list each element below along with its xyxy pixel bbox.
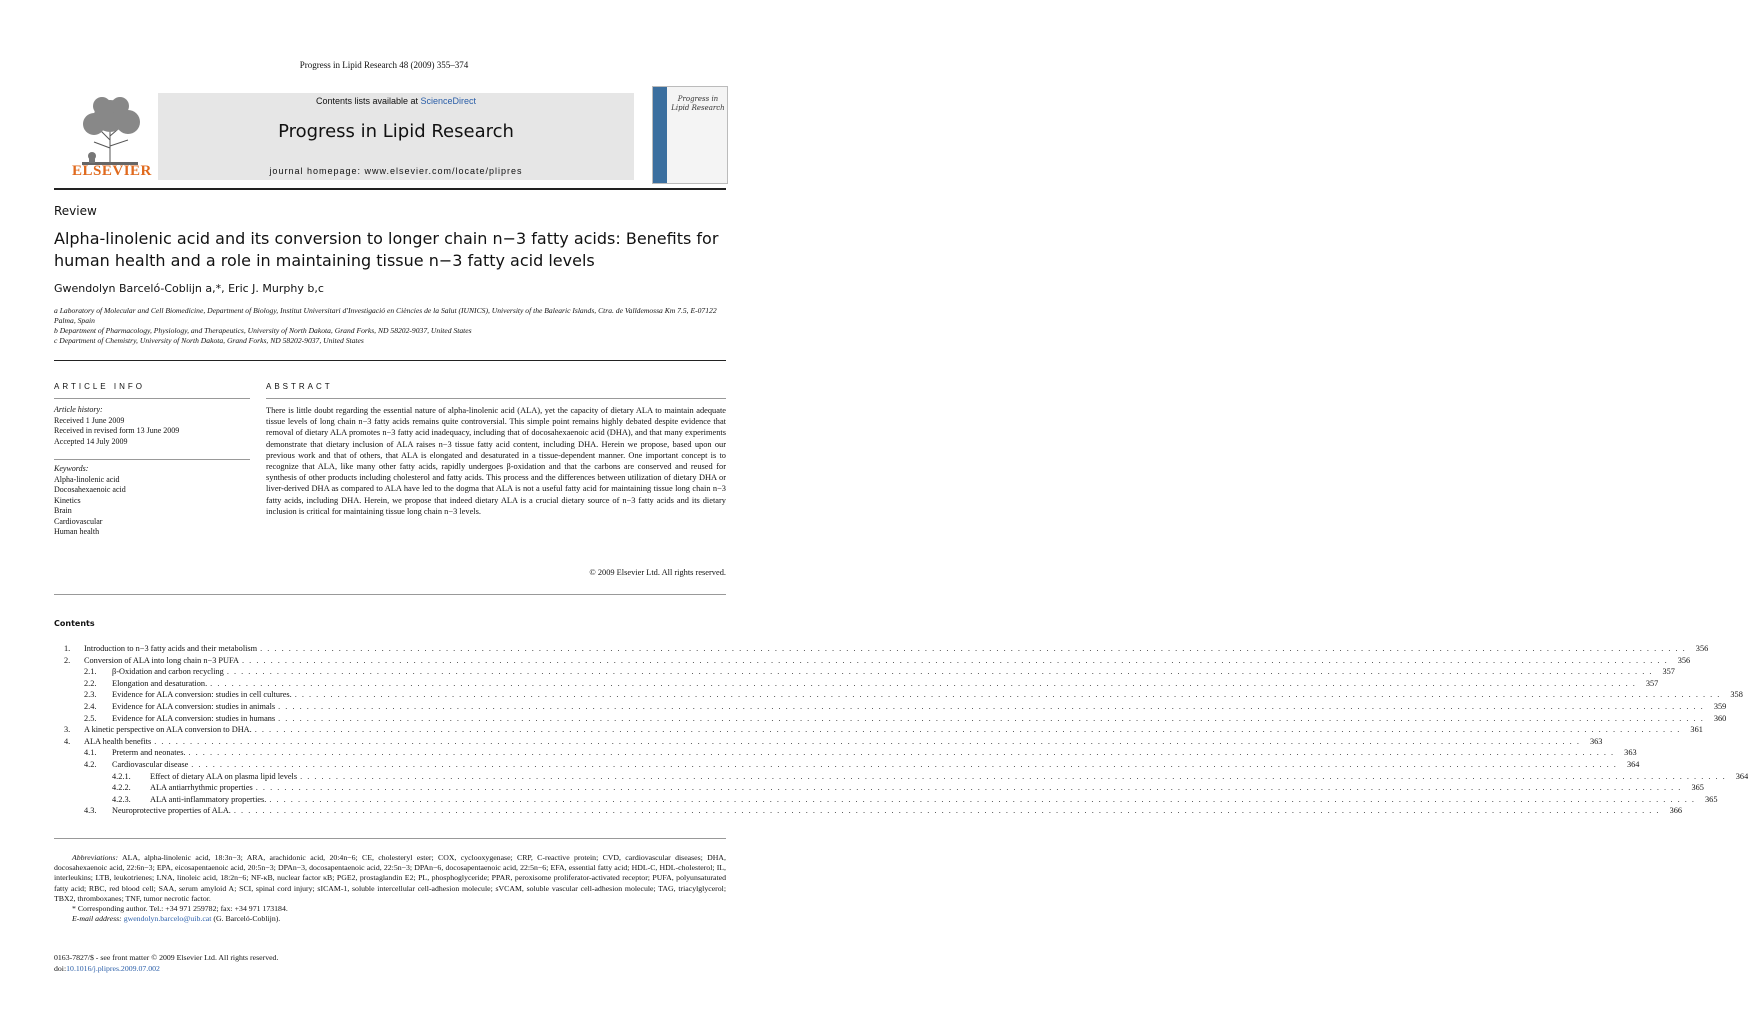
cover-strip [653,87,667,183]
history-label: Article history: [54,405,103,414]
abbreviations-footnote [54,853,726,904]
article-info [54,405,250,538]
toc-leader-dots: . . . . . . . . . . . . . . . . . . . . . . . . . . . . . . . . . . . . . . . . . . . . . . . . . . . . . . . . . . . . . . . . . . . . . . . . . . . . . . . . . . . . . . . . . . . . . . . . . . . . . . . . . . . . . . . . . . . . . . . . . . . . . . . . . . . . . . . . . . . . . . . . . . . . . . . . . . . . . . . . . . . . . . . . . . . . . . . . . . . . . . . . . . . . . . . . . . . . . . . . [242,655,1669,665]
toc-label: β-Oxidation and carbon recycling [112,666,227,678]
toc-entry[interactable] [54,736,1603,748]
toc-page: 357 [1662,667,1675,677]
toc-entry[interactable] [54,794,1718,806]
toc-page: 360 [1713,713,1727,723]
toc-leader-dots: . . . . . . . . . . . . . . . . . . . . . . . . . . . . . . . . . . . . . . . . . . . . . . . . . . . . . . . . . . . . . . . . . . . . . . . . . . . . . . . . . . . . . . . . . . . . . . . . . . . . . . . . . . . . . . . . . . . . . . . . . . . . . . . . . . . . . . . . . . . . . . . . . . . . . . . . . . . . . . . . . . . . . . . . . . . . . . . . . . . . . . . . . . . . . . . . . . . . . . . . [210,678,1637,688]
keyword: Docosahexaenoic acid [54,485,126,494]
toc-page: 363 [1624,748,1637,758]
sciencedirect-link[interactable]: ScienceDirect [420,96,477,106]
article-info-heading: ARTICLE INFO [54,382,145,391]
toc-label: Preterm and neonates. [112,747,189,759]
toc-number: 4.2.1. [112,771,131,781]
toc-label: A kinetic perspective on ALA conversion to DHA. [84,724,255,736]
section-rule [54,360,726,361]
article-info-rule [54,398,250,399]
keyword: Cardiovascular [54,516,103,526]
toc-leader-dots: . . . . . . . . . . . . . . . . . . . . . . . . . . . . . . . . . . . . . . . . . . . . . . . . . . . . . . . . . . . . . . . . . . . . . . . . . . . . . . . . . . . . . . . . . . . . . . . . . . . . . . . . . . . . . . . . . . . . . . . . . . . . . . . . . . . . . . . . . . . . . . . . . . . . . . . . . . . . . . . . . . . . . . . . . . . . . . . . . . . . . . . . . . . . . . . . . . . . . . . . [154,736,1581,746]
table-of-contents [54,643,1748,817]
keyword: Brain [54,506,72,515]
toc-number: 2.3. [84,690,97,700]
email-line [54,914,726,924]
history-item: Received 1 June 2009 [54,415,125,425]
abbreviations-text: ALA, alpha-linolenic acid, 18:3n−3; ARA, arachidonic acid, 20:4n−6; CE, cholesteryl ester; COX, cyclooxygenase; CRP, C-reactive protein; CVD, cardiovascular diseases; DHA, docosahexaenoic acid, 22:6n−3; EPA, eicosapentaenoic acid, 20:5n−3; DPAn−3, docosapentaenoic acid, 22:5n−3; DPAn−6, docosapentaenoic acid, 22:5n−6; EFA, essential fatty acid; HDL-C, HDL-cholesterol; IL, interleukins; LTB, leukotrienes; LNA, linoleic acid, 18:2n−6; NF-κB, nuclear factor κB; PGE2, prostaglandin E2; PL, phosphoglyceride; PPAR, peroxisome proliferator-activated receptor; PUFA, polyunsaturated fatty acid; RBC, red blood cell; SAA, serum amyloid A; SCI, spinal cord injury; sICAM-1, soluble intercellular cell-adhesion molecule; sVCAM, soluble vascular cell-adhesion molecule; TAG, triacylglycerol; TBX2, thromboxanes; TNF, tumor necrotic factor. [54,853,726,903]
toc-page: 359 [1713,701,1727,711]
toc-page: 366 [1669,806,1683,816]
toc-page: 356 [1677,655,1691,665]
toc-label: Effect of dietary ALA on plasma lipid levels [150,771,300,783]
affiliation-b: b Department of Pharmacology, Physiology, and Therapeutics, University of North Dakota, Grand Forks, ND 58202-9037, United States [54,326,472,335]
toc-leader-dots: . . . . . . . . . . . . . . . . . . . . . . . . . . . . . . . . . . . . . . . . . . . . . . . . . . . . . . . . . . . . . . . . . . . . . . . . . . . . . . . . . . . . . . . . . . . . . . . . . . . . . . . . . . . . . . . . . . . . . . . . . . . . . . . . . . . . . . . . . . . . . . . . . . . . . . . . . . . . . . . . . . . . . . . . . . . . . . . . . . . . . . . . . . . . . . . . . . . . . . . . [269,794,1696,804]
issn-line: 0163-7827/$ - see front matter © 2009 Elsevier Ltd. All rights reserved. [54,953,279,962]
toc-leader-dots: . . . . . . . . . . . . . . . . . . . . . . . . . . . . . . . . . . . . . . . . . . . . . . . . . . . . . . . . . . . . . . . . . . . . . . . . . . . . . . . . . . . . . . . . . . . . . . . . . . . . . . . . . . . . . . . . . . . . . . . . . . . . . . . . . . . . . . . . . . . . . . . . . . . . . . . . . . . . . . . . . . . . . . . . . . . . . . . . . . . . . . . . . . . . . . . . . . . . . . . . [278,713,1705,723]
toc-page: 363 [1589,736,1603,746]
toc-page: 357 [1645,678,1659,688]
toc-number: 4. [64,736,71,746]
toc-entry[interactable] [54,805,1683,817]
footnotes [54,853,726,924]
toc-number: 4.1. [84,748,97,758]
toc-page: 365 [1705,794,1718,804]
contents-rule [54,594,726,595]
abstract-rule [266,398,726,399]
toc-entry[interactable] [54,782,1704,794]
toc-entry[interactable] [54,747,1637,759]
toc-leader-dots: . . . . . . . . . . . . . . . . . . . . . . . . . . . . . . . . . . . . . . . . . . . . . . . . . . . . . . . . . . . . . . . . . . . . . . . . . . . . . . . . . . . . . . . . . . . . . . . . . . . . . . . . . . . . . . . . . . . . . . . . . . . . . . . . . . . . . . . . . . . . . . . . . . . . . . . . . . . . . . . . . . . . . . . . . . . . . . . . . . . . . . . . . . . . . . . . . . . . . . . . [294,690,1721,700]
bottom-info [54,953,278,974]
elsevier-wordmark: ELSEVIER [72,163,152,179]
toc-label: Introduction to n−3 fatty acids and their metabolism [84,643,260,655]
toc-page: 358 [1730,690,1743,700]
history-item: Accepted 14 July 2009 [54,436,128,446]
toc-entry[interactable] [54,643,1709,655]
toc-leader-dots: . . . . . . . . . . . . . . . . . . . . . . . . . . . . . . . . . . . . . . . . . . . . . . . . . . . . . . . . . . . . . . . . . . . . . . . . . . . . . . . . . . . . . . . . . . . . . . . . . . . . . . . . . . . . . . . . . . . . . . . . . . . . . . . . . . . . . . . . . . . . . . . . . . . . . . . . . . . . . . . . . . . . . . . . . . . . . . . . . . . . . . . . . . . . . . . . . . . . . . . . [254,725,1681,735]
corresponding-author: * Corresponding author. Tel.: +34 971 259782; fax: +34 971 173184. [72,904,288,914]
toc-entry[interactable] [54,655,1691,667]
abstract-copyright: © 2009 Elsevier Ltd. All rights reserved. [589,568,726,577]
toc-label: Neuroprotective properties of ALA. [112,805,234,817]
email-suffix: (G. Barceló-Coblijn). [211,914,281,924]
toc-label: Elongation and desaturation. [112,678,210,690]
toc-entry[interactable] [54,666,1675,678]
article-title: Alpha-linolenic acid and its conversion to longer chain n−3 fatty acids: Benefits for human health and a role in maintaining tissue n−3 fatty acid levels [54,229,719,270]
toc-number: 4.2.3. [112,794,131,804]
contents-bottom-rule [54,838,726,839]
toc-leader-dots: . . . . . . . . . . . . . . . . . . . . . . . . . . . . . . . . . . . . . . . . . . . . . . . . . . . . . . . . . . . . . . . . . . . . . . . . . . . . . . . . . . . . . . . . . . . . . . . . . . . . . . . . . . . . . . . . . . . . . . . . . . . . . . . . . . . . . . . . . . . . . . . . . . . . . . . . . . . . . . . . . . . . . . . . . . . . . . . . . . . . . . . . . . . . . . . . . . . . . . . . [188,748,1615,758]
abstract-text: There is little doubt regarding the essential nature of alpha-linolenic acid (ALA), yet the capacity of dietary ALA to maintain adequate tissue levels of long chain n−3 fatty acids remains quite controversial. This simple point remains highly debated despite evidence that removal of dietary ALA promotes n−3 fatty acid inadequacy, including that of docosahexaenoic acid (DHA), and that many experiments demonstrate that dietary inclusion of ALA raises n−3 tissue fatty acid content, including DHA. Herein we propose, based upon our previous work and that of others, that ALA is elongated and desaturated in a tissue-dependent manner. One important concept is to recognize that ALA, like many other fatty acids, rapidly undergoes β-oxidation and that the carbons are conserved and reused for synthesis of other products including cholesterol and fatty acids. This process and the differences between utilization of dietary DHA or liver-derived DHA as compared to ALA have led to the dogma that ALA is not a useful fatty acid for maintaining tissue long chain n−3 fatty acids, including DHA. Herein, we propose that indeed dietary ALA is a crucial dietary source of n−3 fatty acids and its dietary inclusion is critical for maintaining tissue long chain n−3 levels. [266,406,726,516]
contents-heading: Contents [54,619,95,628]
toc-number: 2.4. [84,701,97,711]
toc-label: Evidence for ALA conversion: studies in cell cultures. [112,689,295,701]
toc-label: ALA health benefits [84,736,154,748]
keyword: Alpha-linolenic acid [54,474,120,484]
toc-entry[interactable] [54,689,1743,701]
journal-homepage[interactable]: journal homepage: www.elsevier.com/locate/plipres [269,166,523,176]
toc-entry[interactable] [54,759,1640,771]
toc-number: 4.3. [84,806,97,816]
toc-number: 4.2. [84,759,97,769]
toc-number: 2.1. [84,667,97,677]
email-label: E-mail address: [72,914,124,924]
toc-entry[interactable] [54,713,1727,725]
contents-available-line [158,96,634,106]
toc-leader-dots: . . . . . . . . . . . . . . . . . . . . . . . . . . . . . . . . . . . . . . . . . . . . . . . . . . . . . . . . . . . . . . . . . . . . . . . . . . . . . . . . . . . . . . . . . . . . . . . . . . . . . . . . . . . . . . . . . . . . . . . . . . . . . . . . . . . . . . . . . . . . . . . . . . . . . . . . . . . . . . . . . . . . . . . . . . . . . . . . . . . . . . . . . . . . . . . . . . . . . . . . [300,771,1727,781]
toc-page: 356 [1695,644,1709,653]
toc-page: 365 [1691,783,1704,793]
toc-label: ALA anti-inflammatory properties. [150,794,269,806]
journal-cover-thumbnail [652,86,728,184]
toc-page: 364 [1626,759,1640,769]
keyword: Kinetics [54,495,81,505]
toc-label: Conversion of ALA into long chain n−3 PUFA [84,655,242,667]
keyword: Human health [54,527,100,536]
history-item: Received in revised form 13 June 2009 [54,426,180,435]
affiliations [54,306,726,346]
toc-entry[interactable] [54,678,1659,690]
toc-entry[interactable] [54,771,1748,783]
keywords-label: Keywords: [54,464,89,473]
abstract-heading: ABSTRACT [266,382,333,391]
cover-title: Progress in Lipid Research [671,95,725,112]
toc-label: Evidence for ALA conversion: studies in humans [112,713,278,725]
toc-leader-dots: . . . . . . . . . . . . . . . . . . . . . . . . . . . . . . . . . . . . . . . . . . . . . . . . . . . . . . . . . . . . . . . . . . . . . . . . . . . . . . . . . . . . . . . . . . . . . . . . . . . . . . . . . . . . . . . . . . . . . . . . . . . . . . . . . . . . . . . . . . . . . . . . . . . . . . . . . . . . . . . . . . . . . . . . . . . . . . . . . . . . . . . . . . . . . . . . . . . . . . . . [278,701,1705,711]
toc-leader-dots: . . . . . . . . . . . . . . . . . . . . . . . . . . . . . . . . . . . . . . . . . . . . . . . . . . . . . . . . . . . . . . . . . . . . . . . . . . . . . . . . . . . . . . . . . . . . . . . . . . . . . . . . . . . . . . . . . . . . . . . . . . . . . . . . . . . . . . . . . . . . . . . . . . . . . . . . . . . . . . . . . . . . . . . . . . . . . . . . . . . . . . . . . . . . . . . . . . . . . . . . [233,806,1661,816]
toc-label: Evidence for ALA conversion: studies in animals [112,701,278,713]
toc-number: 2. [64,655,71,665]
doi-line [54,964,278,975]
journal-citation: Progress in Lipid Research 48 (2009) 355–374 [299,60,469,70]
affiliation-a: a Laboratory of Molecular and Cell Biomedicine, Department of Biology, Institut Universitari d'Investigació en Ciències de la Salut (IUNICS), University of the Balearic Islands, Ctra. de Valldemossa Km 7.5, E-07122 Palma, Spain [54,306,717,325]
toc-number: 1. [64,644,71,653]
toc-page: 361 [1690,725,1703,735]
toc-entry[interactable] [54,701,1727,713]
article-type: Review [54,204,97,218]
affiliation-c: c Department of Chemistry, University of North Dakota, Grand Forks, ND 58202-9037, United States [54,336,364,345]
toc-leader-dots: . . . . . . . . . . . . . . . . . . . . . . . . . . . . . . . . . . . . . . . . . . . . . . . . . . . . . . . . . . . . . . . . . . . . . . . . . . . . . . . . . . . . . . . . . . . . . . . . . . . . . . . . . . . . . . . . . . . . . . . . . . . . . . . . . . . . . . . . . . . . . . . . . . . . . . . . . . . . . . . . . . . . . . . . . . . . . . . . . . . . . . . . . . . . . . . . . . . . . . . . [191,759,1618,769]
email-link[interactable]: gwendolyn.barcelo@uib.cat [123,914,212,924]
toc-label: Cardiovascular disease [112,759,191,771]
doi-link[interactable]: 10.1016/j.plipres.2009.07.002 [66,963,160,973]
toc-leader-dots: . . . . . . . . . . . . . . . . . . . . . . . . . . . . . . . . . . . . . . . . . . . . . . . . . . . . . . . . . . . . . . . . . . . . . . . . . . . . . . . . . . . . . . . . . . . . . . . . . . . . . . . . . . . . . . . . . . . . . . . . . . . . . . . . . . . . . . . . . . . . . . . . . . . . . . . . . . . . . . . . . . . . . . . . . . . . . . . . . . . . . . . . . . . . . . . . . . . . . . . . [260,644,1687,653]
toc-entry[interactable] [54,724,1703,736]
toc-number: 4.2.2. [112,783,131,793]
contents-prefix: Contents lists available at [315,96,421,106]
toc-number: 3. [64,725,71,735]
abbreviations-label: Abbreviations: [72,853,119,862]
header-rule [54,188,726,190]
author-list: Gwendolyn Barceló-Coblijn a,*, Eric J. Murphy b,c [54,282,324,295]
journal-title: Progress in Lipid Research [278,121,514,142]
doi-prefix: doi: [54,963,67,973]
toc-page: 364 [1735,771,1748,781]
toc-leader-dots: . . . . . . . . . . . . . . . . . . . . . . . . . . . . . . . . . . . . . . . . . . . . . . . . . . . . . . . . . . . . . . . . . . . . . . . . . . . . . . . . . . . . . . . . . . . . . . . . . . . . . . . . . . . . . . . . . . . . . . . . . . . . . . . . . . . . . . . . . . . . . . . . . . . . . . . . . . . . . . . . . . . . . . . . . . . . . . . . . . . . . . . . . . . . . . . . . . . . . . . . [226,667,1653,677]
toc-number: 2.5. [84,713,97,723]
toc-number: 2.2. [84,678,97,688]
toc-label: ALA antiarrhythmic properties [150,782,256,794]
toc-leader-dots: . . . . . . . . . . . . . . . . . . . . . . . . . . . . . . . . . . . . . . . . . . . . . . . . . . . . . . . . . . . . . . . . . . . . . . . . . . . . . . . . . . . . . . . . . . . . . . . . . . . . . . . . . . . . . . . . . . . . . . . . . . . . . . . . . . . . . . . . . . . . . . . . . . . . . . . . . . . . . . . . . . . . . . . . . . . . . . . . . . . . . . . . . . . . . . . . . . . . . . . . [255,783,1682,793]
keywords-rule [54,459,250,460]
